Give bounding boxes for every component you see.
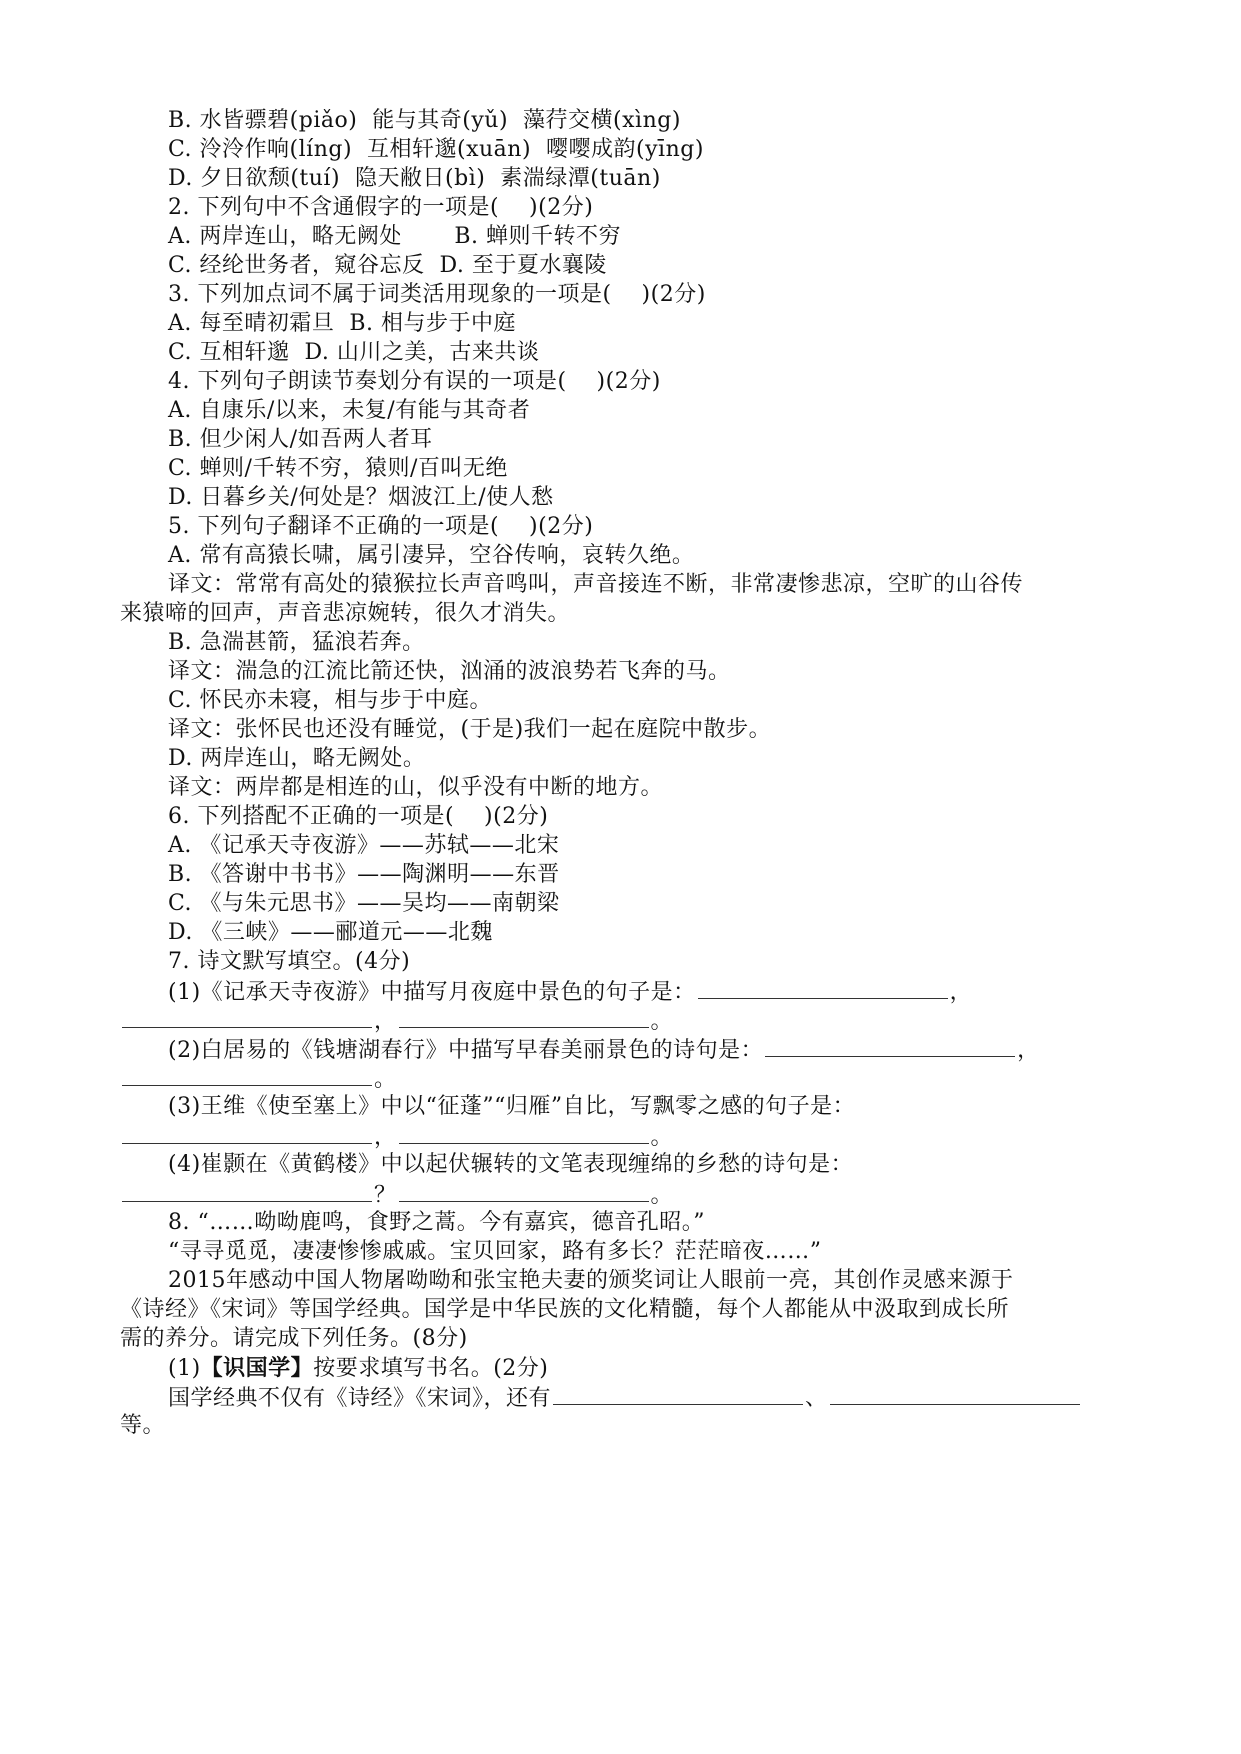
comma: ， (1017, 1038, 1040, 1063)
q8-subtask-1-fill (168, 1382, 1082, 1414)
q6-option-c: C. 《与朱元思书》——吴均——南朝梁 (168, 891, 560, 916)
period: 。 (650, 1183, 674, 1208)
q5-option-b: B. 急湍甚箭，猛浪若奔。 (168, 630, 425, 655)
q5-option-d: D. 两岸连山，略无阙处。 (168, 746, 426, 771)
period: 。 (374, 1067, 397, 1092)
q7-item-3-blank-1[interactable] (122, 1121, 372, 1144)
q7-item-2-blank-1[interactable] (765, 1034, 1015, 1057)
fill-prompt: 国学经典不仅有《诗经》《宋词》，还有 (168, 1386, 552, 1411)
q7-item-4-cont (120, 1179, 673, 1211)
q8-paragraph-3: 需的养分。请完成下列任务。(8分) (120, 1326, 468, 1351)
q6-option-b: B. 《答谢中书书》——陶渊明——东晋 (168, 862, 560, 887)
subtask-text: 按要求填写书名。(2分) (313, 1356, 549, 1381)
q7-item-2-cont (120, 1063, 397, 1095)
q7-item-1 (168, 976, 972, 1008)
q4-option-c: C. 蝉则/千转不穷，猿则/百叫无绝 (168, 456, 508, 481)
q4-option-b: B. 但少闲人/如吾两人者耳 (168, 427, 433, 452)
q7-item-4: (4)崔颢在《黄鹤楼》中以起伏辗转的文笔表现缠绵的乡愁的诗句是： (168, 1152, 854, 1177)
q7-item-1-cont (120, 1005, 673, 1037)
q6-stem: 6. 下列搭配不正确的一项是( )(2分) (168, 804, 549, 829)
comma: ， (949, 980, 973, 1005)
comma: ， (374, 1009, 397, 1034)
q3-options-cd: C. 互相轩邈 D. 山川之美，古来共谈 (168, 340, 540, 365)
q7-item-1-blank-2[interactable] (122, 1005, 372, 1028)
q2-stem: 2. 下列句中不含通假字的一项是( )(2分) (168, 195, 594, 220)
q7-item-2-prompt: (2)白居易的《钱塘湖春行》中描写早春美丽景色的诗句是： (168, 1038, 764, 1063)
q5-stem: 5. 下列句子翻译不正确的一项是( )(2分) (168, 514, 594, 539)
subtask-number: (1) (168, 1356, 201, 1381)
q7-item-4-blank-2[interactable] (399, 1179, 649, 1202)
period: 。 (650, 1009, 674, 1034)
q5-translation-c: 译文：张怀民也还没有睡觉，(于是)我们一起在庭院中散步。 (168, 717, 772, 742)
q1-option-c: C. 泠泠作响(líng) 互相轩邈(xuān) 嘤嘤成韵(yīng) (168, 137, 704, 162)
q5-translation-a-1: 译文：常常有高处的猿猴拉长声音鸣叫，声音接连不断，非常凄惨悲凉，空旷的山谷传 (168, 572, 1024, 597)
q5-option-a: A. 常有高猿长啸，属引凄异，空谷传响，哀转久绝。 (168, 543, 695, 568)
q2-options-ab: A. 两岸连山，略无阙处 B. 蝉则千转不穷 (168, 224, 621, 249)
q1-option-b: B. 水皆骠碧(piǎo) 能与其奇(yǔ) 藻荇交横(xìng) (168, 108, 681, 133)
q8-quote-1: 8. “……呦呦鹿鸣，食野之蒿。今有嘉宾，德音孔昭。” (168, 1210, 705, 1235)
q5-translation-b: 译文：湍急的江流比箭还快，汹涌的波浪势若飞奔的马。 (168, 659, 731, 684)
q7-item-3-blank-2[interactable] (399, 1121, 649, 1144)
q8-paragraph-1: 2015年感动中国人物屠呦呦和张宝艳夫妻的颁奖词让人眼前一亮，其创作灵感来源于 (168, 1268, 1014, 1293)
q8-subtask-1 (168, 1353, 548, 1384)
q8-paragraph-2: 《诗经》《宋词》等国学经典。国学是中华民族的文化精髓，每个人都能从中汲取到成长所 (120, 1297, 1010, 1322)
q8-blank-2[interactable] (830, 1382, 1080, 1405)
q6-option-d: D. 《三峡》——郦道元——北魏 (168, 920, 493, 945)
q7-item-2-blank-2[interactable] (122, 1063, 372, 1086)
q5-translation-a-2: 来猿啼的回声，声音悲凉婉转，很久才消失。 (120, 601, 571, 626)
q7-item-1-blank-3[interactable] (399, 1005, 649, 1028)
q5-translation-d: 译文：两岸都是相连的山，似乎没有中断的地方。 (168, 775, 664, 800)
q5-option-c: C. 怀民亦未寝，相与步于中庭。 (168, 688, 493, 713)
q7-item-4-blank-1[interactable] (122, 1179, 372, 1202)
q7-item-2 (168, 1034, 1040, 1066)
q8-subtask-1-end: 等。 (120, 1413, 166, 1438)
q4-option-d: D. 日暮乡关/何处是？烟波江上/使人愁 (168, 485, 554, 510)
subtask-tag: 【识国学】 (200, 1355, 314, 1381)
q7-item-3: (3)王维《使至塞上》中以“征蓬”“归雁”自比，写飘零之感的句子是： (168, 1094, 856, 1119)
q7-item-3-cont (120, 1121, 673, 1153)
q7-stem: 7. 诗文默写填空。(4分) (168, 949, 411, 974)
q8-blank-1[interactable] (553, 1382, 803, 1405)
dun-mark: 、 (805, 1386, 828, 1411)
q2-options-cd: C. 经纶世务者，窥谷忘反 D. 至于夏水襄陵 (168, 253, 607, 278)
q4-option-a: A. 自康乐/以来，未复/有能与其奇者 (168, 398, 531, 423)
period: 。 (650, 1125, 674, 1150)
q1-option-d: D. 夕日欲颓(tuí) 隐天敝日(bì) 素湍绿潭(tuān) (168, 166, 661, 191)
comma: ， (374, 1125, 397, 1150)
q3-stem: 3. 下列加点词不属于词类活用现象的一项是( )(2分) (168, 282, 706, 307)
q6-option-a: A. 《记承天寺夜游》——苏轼——北宋 (168, 833, 560, 858)
q8-quote-2: “寻寻觅觅，凄凄惨惨戚戚。宝贝回家，路有多长？茫茫暗夜……” (168, 1239, 822, 1264)
q7-item-1-blank-1[interactable] (698, 976, 948, 999)
question-mark: ？ (374, 1183, 397, 1208)
q7-item-1-prompt: (1)《记承天寺夜游》中描写月夜庭中景色的句子是： (168, 980, 696, 1005)
q4-stem: 4. 下列句子朗读节奏划分有误的一项是( )(2分) (168, 369, 661, 394)
q3-options-ab: A. 每至晴初霜旦 B. 相与步于中庭 (168, 311, 517, 336)
